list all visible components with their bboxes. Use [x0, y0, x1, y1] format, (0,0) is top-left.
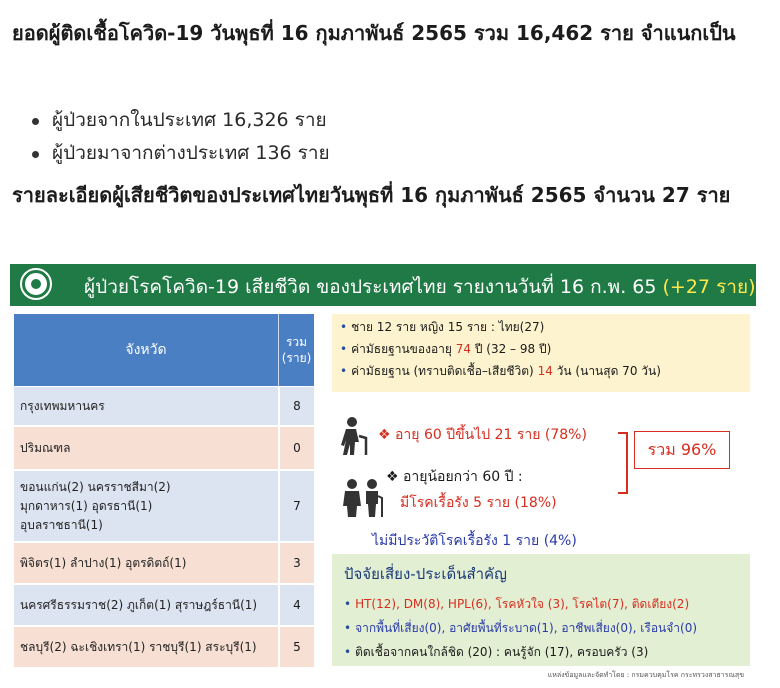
table-row — [14, 427, 314, 471]
province-cell: ปริมณฑล — [20, 440, 71, 455]
province-table-header — [14, 314, 314, 386]
family-icon — [340, 478, 384, 518]
count-cell: 3 — [278, 543, 314, 583]
case-breakdown-list — [28, 104, 330, 170]
province-cell: ชลบุรี(2) ฉะเชิงเทรา(1) ราชบุรี(1) สระบุรี(1) — [20, 639, 257, 654]
table-row — [14, 471, 314, 543]
death-infographic — [10, 264, 756, 688]
risk-areas: • จากพื้นที่เสี่ยง(0), อาศัยพื้นที่ระบาด(1), อาชีพเสี่ยง(0), เรือนจำ(0) — [344, 621, 698, 635]
risk-diseases: • HT(12), DM(8), HPL(6), โรคหัวใจ (3), โรคไต(7), ติดเตียง(2) — [344, 597, 690, 611]
page-heading-cases: ยอดผู้ติดเชื้อโควิด-19 วันพุธที่ 16 กุมภาพันธ์ 2565 รวม 16,462 ราย จำแนกเป็น — [12, 21, 736, 45]
summary-gender: • ชาย 12 ราย หญิง 15 ราย : ไทย(27) — [340, 320, 545, 334]
header-total — [278, 314, 314, 386]
page-heading-deaths: รายละเอียดผู้เสียชีวิตของประเทศไทยวันพุธที่ 16 กุมภาพันธ์ 2565 จำนวน 27 ราย — [12, 183, 731, 207]
risk-contacts: • ติดเชื้อจากคนใกล้ชิด (20) : คนรู้จัก (17), ครอบครัว (3) — [344, 645, 649, 659]
list-item: ผู้ป่วยจากในประเทศ 16,326 ราย — [28, 104, 330, 137]
ddc-logo-icon — [22, 270, 50, 298]
bullet-icon: • — [344, 597, 352, 611]
age-60-plus: ❖ อายุ 60 ปีขึ้นไป 21 ราย (78%) — [378, 427, 587, 443]
age-under-60: ❖ อายุน้อยกว่า 60 ปี : — [386, 469, 523, 485]
risk-factors-panel — [332, 554, 750, 666]
source-credit: แหล่งข้อมูลและจัดทำโดย : กรมควบคุมโรค กระทรวงสาธารณสุข — [547, 671, 744, 679]
total-bracket — [618, 432, 628, 494]
no-chronic-disease: ไม่มีประวัติโรคเรื้อรัง 1 ราย (4%) — [372, 533, 577, 549]
banner-highlight: (+27 ราย) — [662, 276, 756, 298]
summary-median-age: • ค่ามัธยฐานของอายุ 74 ปี (32 – 98 ปี) — [340, 342, 552, 356]
under-60-chronic: มีโรคเรื้อรัง 5 ราย (18%) — [400, 495, 557, 511]
diamond-icon: ❖ — [378, 427, 391, 443]
count-cell: 4 — [278, 585, 314, 625]
header-total-label: รวม — [285, 335, 308, 349]
bullet-icon: • — [340, 364, 348, 378]
bullet-icon: • — [340, 342, 348, 356]
count-cell: 7 — [278, 471, 314, 541]
infographic-banner — [10, 264, 756, 306]
header-province: จังหวัด — [125, 342, 167, 358]
province-cell: กรุงเทพมหานคร — [20, 398, 105, 413]
bullet-icon: • — [340, 320, 348, 334]
total-percent-badge: รวม 96% — [634, 431, 730, 469]
table-row — [14, 387, 314, 427]
table-row — [14, 585, 314, 627]
elderly-person-icon — [338, 416, 372, 456]
table-row — [14, 627, 314, 669]
province-cell: พิจิตร(1) ลำปาง(1) อุตรดิตถ์(1) — [20, 555, 187, 570]
bullet-icon: • — [344, 645, 352, 659]
summary-median-days: • ค่ามัธยฐาน (ทราบติดเชื้อ–เสียชีวิต) 14 วัน (นานสุด 70 วัน) — [340, 364, 661, 378]
count-cell: 8 — [278, 387, 314, 425]
banner-title — [84, 272, 755, 302]
banner-title-text: ผู้ป่วยโรคโควิด-19 เสียชีวิต ของประเทศไทย รายงานวันที่ 16 ก.พ. 65 — [84, 276, 657, 298]
demographic-summary — [332, 314, 750, 392]
table-row — [14, 543, 314, 585]
province-cell: นครศรีธรรมราช(2) ภูเก็ต(1) สุราษฎร์ธานี(1) — [20, 597, 258, 612]
risk-title: ปัจจัยเสี่ยง-ประเด็นสำคัญ — [344, 565, 507, 583]
count-cell: 5 — [278, 627, 314, 667]
diamond-icon: ❖ — [386, 469, 399, 485]
list-item: ผู้ป่วยมาจากต่างประเทศ 136 ราย — [28, 137, 330, 170]
header-total-unit: (ราย) — [281, 351, 312, 365]
province-cell: ขอนแก่น(2) นครราชสีมา(2) มุกดาหาร(1) อุดรธานี(1) อุบลราชธานี(1) — [20, 479, 171, 532]
count-cell: 0 — [278, 427, 314, 469]
bullet-icon: • — [344, 621, 352, 635]
